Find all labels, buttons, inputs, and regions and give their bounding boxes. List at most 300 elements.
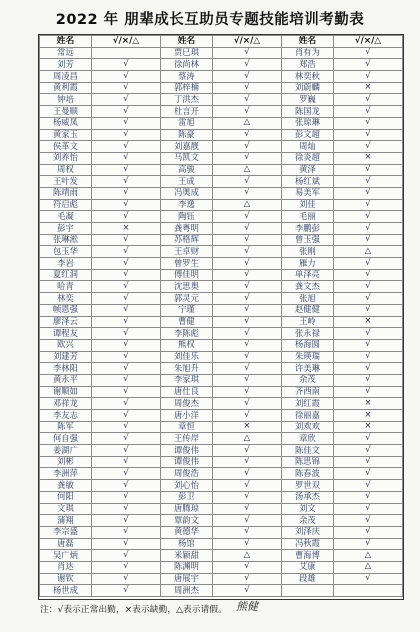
attendance-mark-cell: √: [91, 363, 160, 375]
attendance-mark-cell: √: [333, 374, 402, 386]
name-cell: 杨馆: [160, 538, 212, 550]
table-row: [40, 223, 403, 235]
attendance-mark-cell: √: [333, 47, 402, 59]
attendance-mark-cell: √: [91, 71, 160, 83]
name-cell: 宁瑾: [160, 304, 212, 316]
table-row: [40, 316, 403, 328]
name-cell: 黄利霞: [40, 82, 92, 94]
attendance-mark-cell: ×: [333, 410, 402, 422]
name-cell: 周凌昌: [40, 71, 92, 83]
name-cell: 米颖甜: [160, 550, 212, 562]
attendance-mark-cell: √: [91, 351, 160, 363]
attendance-mark-cell: √: [212, 71, 281, 83]
attendance-mark-cell: √: [91, 339, 160, 351]
attendance-mark-cell: √: [212, 234, 281, 246]
name-cell: 谭俊伟: [160, 456, 212, 468]
name-cell: 刘嘉靓: [160, 141, 212, 153]
attendance-mark-cell: ×: [333, 421, 402, 433]
name-cell: 齐西南: [281, 386, 333, 398]
attendance-mark-cell: √: [333, 269, 402, 281]
name-cell: 朱瑛瑞: [281, 351, 333, 363]
name-cell: 张永禄: [281, 328, 333, 340]
attendance-mark-cell: √: [333, 106, 402, 118]
name-cell: 陶钰: [160, 211, 212, 223]
attendance-mark-cell: √: [91, 503, 160, 515]
attendance-mark-cell: √: [212, 211, 281, 223]
attendance-mark-cell: √: [333, 258, 402, 270]
attendance-mark-cell: √: [333, 187, 402, 199]
attendance-mark-cell: √: [212, 445, 281, 457]
attendance-mark-cell: √: [91, 281, 160, 293]
table-row: [40, 141, 403, 153]
name-cell: 徐尚林: [160, 59, 212, 71]
attendance-table: [39, 35, 403, 597]
attendance-mark-cell: √: [91, 398, 160, 410]
table-row: [40, 550, 403, 562]
name-cell: 欧兴: [40, 339, 92, 351]
name-cell: 罗世双: [281, 480, 333, 492]
attendance-mark-cell: △: [212, 117, 281, 129]
attendance-mark-cell: √: [91, 328, 160, 340]
attendance-mark-cell: √: [91, 386, 160, 398]
table-row: [40, 538, 403, 550]
attendance-mark-cell: √: [91, 550, 160, 562]
header-mark-3: √/×/△: [333, 36, 402, 48]
table-row: [40, 117, 403, 129]
name-cell: 覃韵文: [160, 515, 212, 527]
attendance-mark-cell: √: [91, 480, 160, 492]
header-name-1: 姓名: [40, 36, 92, 48]
name-cell: 肖有为: [281, 47, 333, 59]
name-cell: 朱旭升: [160, 363, 212, 375]
table-row: [40, 398, 403, 410]
name-cell: 冯奥成: [160, 187, 212, 199]
attendance-mark-cell: √: [91, 187, 160, 199]
name-cell: 章恒: [160, 421, 212, 433]
attendance-mark-cell: △: [333, 246, 402, 258]
name-cell: 谢钦: [40, 573, 92, 585]
name-cell: 曹海博: [281, 550, 333, 562]
attendance-mark-cell: √: [212, 480, 281, 492]
table-row: [40, 59, 403, 71]
attendance-mark-cell: √: [212, 246, 281, 258]
attendance-mark-cell: √: [212, 304, 281, 316]
name-cell: 张刚: [281, 246, 333, 258]
attendance-mark-cell: √: [91, 316, 160, 328]
attendance-mark-cell: √: [212, 94, 281, 106]
attendance-mark-cell: √: [212, 152, 281, 164]
name-cell: 熊权: [160, 339, 212, 351]
name-cell: 黄永平: [40, 374, 92, 386]
name-cell: 王传岸: [160, 433, 212, 445]
attendance-mark-cell: √: [333, 234, 402, 246]
attendance-mark-cell: √: [91, 456, 160, 468]
attendance-mark-cell: √: [333, 223, 402, 235]
attendance-mark-cell: √: [91, 258, 160, 270]
name-cell: 丁洪杰: [160, 94, 212, 106]
attendance-mark-cell: △: [212, 164, 281, 176]
attendance-mark-cell: √: [333, 433, 402, 445]
header-name-2: 姓名: [160, 36, 212, 48]
name-cell: 谭程友: [40, 328, 92, 340]
attendance-mark-cell: √: [212, 59, 281, 71]
name-cell: 钟培: [40, 94, 92, 106]
name-cell: 帧恩强: [40, 304, 92, 316]
name-cell: 龚敏: [40, 480, 92, 492]
attendance-mark-cell: [333, 585, 402, 597]
attendance-mark-cell: √: [333, 363, 402, 375]
name-cell: 徐丽嘉: [281, 410, 333, 422]
name-cell: 曾罗生: [160, 258, 212, 270]
name-cell: 李洲萍: [40, 468, 92, 480]
attendance-mark-cell: √: [212, 585, 281, 597]
name-cell: 曹健: [160, 316, 212, 328]
table-row: [40, 363, 403, 375]
name-cell: 唐展宇: [160, 573, 212, 585]
name-cell: 周俊杰: [160, 398, 212, 410]
table-row: [40, 187, 403, 199]
table-row: [40, 386, 403, 398]
name-cell: 谭俊伟: [160, 445, 212, 457]
attendance-mark-cell: √: [91, 526, 160, 538]
name-cell: 罗巍: [281, 94, 333, 106]
attendance-mark-cell: √: [212, 468, 281, 480]
attendance-mark-cell: √: [91, 234, 160, 246]
name-cell: 李家琪: [160, 374, 212, 386]
name-cell: 谢顺如: [40, 386, 92, 398]
name-cell: 陈靖雨: [40, 187, 92, 199]
attendance-mark-cell: √: [212, 374, 281, 386]
attendance-mark-cell: √: [333, 526, 402, 538]
name-cell: 刘佳: [281, 199, 333, 211]
name-cell: 唐腾琼: [160, 503, 212, 515]
name-cell: 彭宇: [40, 223, 92, 235]
name-cell: 刘心怡: [160, 480, 212, 492]
attendance-mark-cell: √: [91, 374, 160, 386]
attendance-mark-cell: √: [212, 328, 281, 340]
attendance-mark-cell: √: [333, 199, 402, 211]
attendance-mark-cell: √: [91, 421, 160, 433]
name-cell: 郭梓楠: [160, 82, 212, 94]
name-cell: 黄家玉: [40, 129, 92, 141]
table-row: [40, 515, 403, 527]
name-cell: 陈佳文: [281, 445, 333, 457]
attendance-mark-cell: √: [212, 187, 281, 199]
name-cell: 陈渊明: [160, 561, 212, 573]
attendance-mark-cell: ×: [91, 223, 160, 235]
name-cell: 杨威凤: [40, 117, 92, 129]
attendance-mark-cell: √: [91, 293, 160, 305]
name-cell: 唐仕良: [160, 386, 212, 398]
name-cell: 林奕: [40, 293, 92, 305]
name-cell: 雁力: [281, 258, 333, 270]
attendance-mark-cell: √: [212, 386, 281, 398]
table-row: [40, 176, 403, 188]
name-cell: 王卓财: [160, 246, 212, 258]
attendance-mark-cell: ×: [333, 398, 402, 410]
name-cell: 陈国龙: [281, 106, 333, 118]
attendance-mark-cell: △: [212, 199, 281, 211]
attendance-mark-cell: √: [91, 117, 160, 129]
name-cell: 唐磊: [40, 538, 92, 550]
table-row: [40, 293, 403, 305]
table-row: [40, 351, 403, 363]
table-row: [40, 433, 403, 445]
attendance-mark-cell: √: [91, 82, 160, 94]
table-row: [40, 106, 403, 118]
name-cell: 姜湖广: [40, 445, 92, 457]
name-cell: 肖达: [40, 561, 92, 573]
attendance-mark-cell: √: [212, 363, 281, 375]
name-cell: 王成: [160, 176, 212, 188]
attendance-mark-cell: △: [212, 433, 281, 445]
table-row: [40, 258, 403, 270]
attendance-mark-cell: √: [212, 269, 281, 281]
attendance-mark-cell: √: [91, 164, 160, 176]
table-row: [40, 164, 403, 176]
name-cell: 周灿: [281, 141, 333, 153]
attendance-mark-cell: √: [333, 456, 402, 468]
name-cell: 艾康: [281, 561, 333, 573]
attendance-mark-cell: √: [212, 106, 281, 118]
attendance-mark-cell: √: [212, 176, 281, 188]
attendance-mark-cell: √: [91, 538, 160, 550]
attendance-mark-cell: √: [333, 164, 402, 176]
name-cell: 杨海圆: [281, 339, 333, 351]
name-cell: 段雄: [281, 573, 333, 585]
attendance-mark-cell: √: [91, 246, 160, 258]
attendance-mark-cell: [91, 47, 160, 59]
attendance-mark-cell: √: [91, 129, 160, 141]
attendance-mark-cell: √: [212, 82, 281, 94]
name-cell: 李陈彪: [160, 328, 212, 340]
footer-note: 注：√表示正常出勤，×表示缺勤，△表示请假。: [40, 605, 227, 615]
attendance-mark-cell: √: [212, 526, 281, 538]
name-cell: 马凯文: [160, 152, 212, 164]
attendance-mark-cell: √: [212, 351, 281, 363]
attendance-mark-cell: √: [333, 293, 402, 305]
table-row: [40, 246, 403, 258]
attendance-mark-cell: √: [212, 456, 281, 468]
attendance-mark-cell: √: [333, 445, 402, 457]
name-cell: 李鹏彭: [281, 223, 333, 235]
name-cell: 彭文超: [281, 129, 333, 141]
name-cell: 蒲翔: [40, 515, 92, 527]
attendance-mark-cell: √: [333, 339, 402, 351]
name-cell: 余茂: [281, 515, 333, 527]
attendance-mark-cell: √: [212, 398, 281, 410]
attendance-mark-cell: √: [212, 129, 281, 141]
name-cell: 毛丽: [281, 211, 333, 223]
attendance-mark-cell: ×: [212, 421, 281, 433]
attendance-mark-cell: △: [212, 550, 281, 562]
table-row: [40, 152, 403, 164]
name-cell: 李逸: [160, 199, 212, 211]
name-cell: 常远: [40, 47, 92, 59]
name-cell: 刘建芳: [40, 351, 92, 363]
attendance-mark-cell: √: [333, 480, 402, 492]
name-cell: 文琪: [40, 503, 92, 515]
attendance-mark-cell: √: [91, 561, 160, 573]
attendance-mark-cell: √: [91, 269, 160, 281]
table-row: [40, 503, 403, 515]
name-cell: 沈思奥: [160, 281, 212, 293]
name-cell: 黄德华: [160, 526, 212, 538]
table-row: [40, 456, 403, 468]
name-cell: 何阳: [40, 491, 92, 503]
name-cell: 郭灵元: [160, 293, 212, 305]
name-cell: 杨世成: [40, 585, 92, 597]
name-cell: 许美琳: [281, 363, 333, 375]
attendance-mark-cell: √: [333, 351, 402, 363]
name-cell: 彭卫: [160, 491, 212, 503]
name-cell: 刘泽庆: [281, 526, 333, 538]
table-row: [40, 573, 403, 585]
attendance-mark-cell: √: [91, 491, 160, 503]
name-cell: 陈豪: [160, 129, 212, 141]
name-cell: 王曼顺: [40, 106, 92, 118]
attendance-mark-cell: √: [212, 339, 281, 351]
attendance-mark-cell: √: [333, 94, 402, 106]
attendance-mark-cell: √: [91, 573, 160, 585]
attendance-mark-cell: √: [212, 515, 281, 527]
attendance-mark-cell: √: [91, 199, 160, 211]
table-row: [40, 269, 403, 281]
header-mark-1: √/×/△: [91, 36, 160, 48]
attendance-mark-cell: √: [333, 141, 402, 153]
attendance-mark-cell: √: [333, 491, 402, 503]
attendance-mark-cell: √: [91, 468, 160, 480]
name-cell: 林奕秋: [281, 71, 333, 83]
attendance-mark-cell: √: [91, 94, 160, 106]
attendance-mark-cell: √: [212, 223, 281, 235]
table-row: [40, 304, 403, 316]
table-row: [40, 281, 403, 293]
attendance-mark-cell: √: [91, 106, 160, 118]
name-cell: 张琳淞: [40, 234, 92, 246]
name-cell: 李友志: [40, 410, 92, 422]
table-row: [40, 445, 403, 457]
name-cell: 刘彬: [40, 456, 92, 468]
name-cell: 陈思锦: [281, 456, 333, 468]
attendance-mark-cell: √: [333, 386, 402, 398]
attendance-mark-cell: √: [91, 445, 160, 457]
attendance-mark-cell: √: [212, 573, 281, 585]
name-cell: 张琼琳: [281, 117, 333, 129]
table-row: [40, 339, 403, 351]
table-header-row: [40, 36, 403, 48]
name-cell: 夏红洞: [40, 269, 92, 281]
name-cell: 雷旭: [160, 117, 212, 129]
name-cell: 包玉华: [40, 246, 92, 258]
table-row: [40, 526, 403, 538]
attendance-mark-cell: √: [333, 328, 402, 340]
name-cell: 蔡涛: [160, 71, 212, 83]
name-cell: 刘红霞: [281, 398, 333, 410]
name-cell: 刘文: [281, 503, 333, 515]
signature: 熊健: [236, 600, 258, 613]
attendance-mark-cell: √: [333, 304, 402, 316]
attendance-mark-cell: √: [333, 468, 402, 480]
name-cell: 周俊浩: [160, 468, 212, 480]
name-cell: 刘芳: [40, 59, 92, 71]
attendance-mark-cell: √: [212, 293, 281, 305]
name-cell: 高骏: [160, 164, 212, 176]
attendance-mark-cell: √: [212, 491, 281, 503]
attendance-mark-cell: √: [212, 538, 281, 550]
table-row: [40, 47, 403, 59]
table-row: [40, 82, 403, 94]
table-row: [40, 585, 403, 597]
name-cell: 廖泽云: [40, 316, 92, 328]
attendance-mark-cell: √: [333, 129, 402, 141]
name-cell: 刘蔚麟: [281, 82, 333, 94]
name-cell: [281, 585, 333, 597]
attendance-mark-cell: √: [333, 117, 402, 129]
name-cell: 陈春波: [281, 468, 333, 480]
attendance-mark-cell: ×: [333, 82, 402, 94]
table-row: [40, 199, 403, 211]
attendance-mark-cell: √: [91, 59, 160, 71]
attendance-mark-cell: √: [91, 433, 160, 445]
attendance-mark-cell: √: [212, 281, 281, 293]
attendance-mark-cell: √: [91, 141, 160, 153]
name-cell: 何自强: [40, 433, 92, 445]
name-cell: 黄泽: [281, 164, 333, 176]
attendance-mark-cell: √: [91, 211, 160, 223]
attendance-mark-cell: √: [333, 515, 402, 527]
attendance-mark-cell: √: [212, 410, 281, 422]
attendance-sheet: [38, 34, 404, 600]
attendance-mark-cell: √: [91, 152, 160, 164]
attendance-mark-cell: √: [91, 176, 160, 188]
attendance-mark-cell: √: [333, 211, 402, 223]
table-row: [40, 480, 403, 492]
table-row: [40, 234, 403, 246]
attendance-mark-cell: √: [333, 71, 402, 83]
name-cell: 冯秋霞: [281, 538, 333, 550]
name-cell: 贾巳琪: [160, 47, 212, 59]
attendance-mark-cell: √: [212, 503, 281, 515]
table-row: [40, 211, 403, 223]
table-row: [40, 129, 403, 141]
table-row: [40, 410, 403, 422]
name-cell: 毛凝: [40, 211, 92, 223]
attendance-mark-cell: √: [212, 47, 281, 59]
name-cell: 郑浩: [281, 59, 333, 71]
attendance-mark-cell: √: [91, 585, 160, 597]
attendance-mark-cell: √: [91, 410, 160, 422]
name-cell: 李宗盛: [40, 526, 92, 538]
name-cell: 易美军: [281, 187, 333, 199]
table-row: [40, 468, 403, 480]
name-cell: 徐炎超: [281, 152, 333, 164]
attendance-mark-cell: √: [333, 573, 402, 585]
header-name-3: 姓名: [281, 36, 333, 48]
name-cell: 陈军: [40, 421, 92, 433]
table-row: [40, 328, 403, 340]
name-cell: 王叶发: [40, 176, 92, 188]
attendance-mark-cell: √: [212, 258, 281, 270]
attendance-mark-cell: √: [91, 515, 160, 527]
attendance-mark-cell: √: [212, 141, 281, 153]
name-cell: 汤承杰: [281, 491, 333, 503]
attendance-mark-cell: √: [333, 503, 402, 515]
name-cell: 曾玉强: [281, 234, 333, 246]
name-cell: 李林阳: [40, 363, 92, 375]
attendance-mark-cell: √: [333, 538, 402, 550]
table-row: [40, 374, 403, 386]
